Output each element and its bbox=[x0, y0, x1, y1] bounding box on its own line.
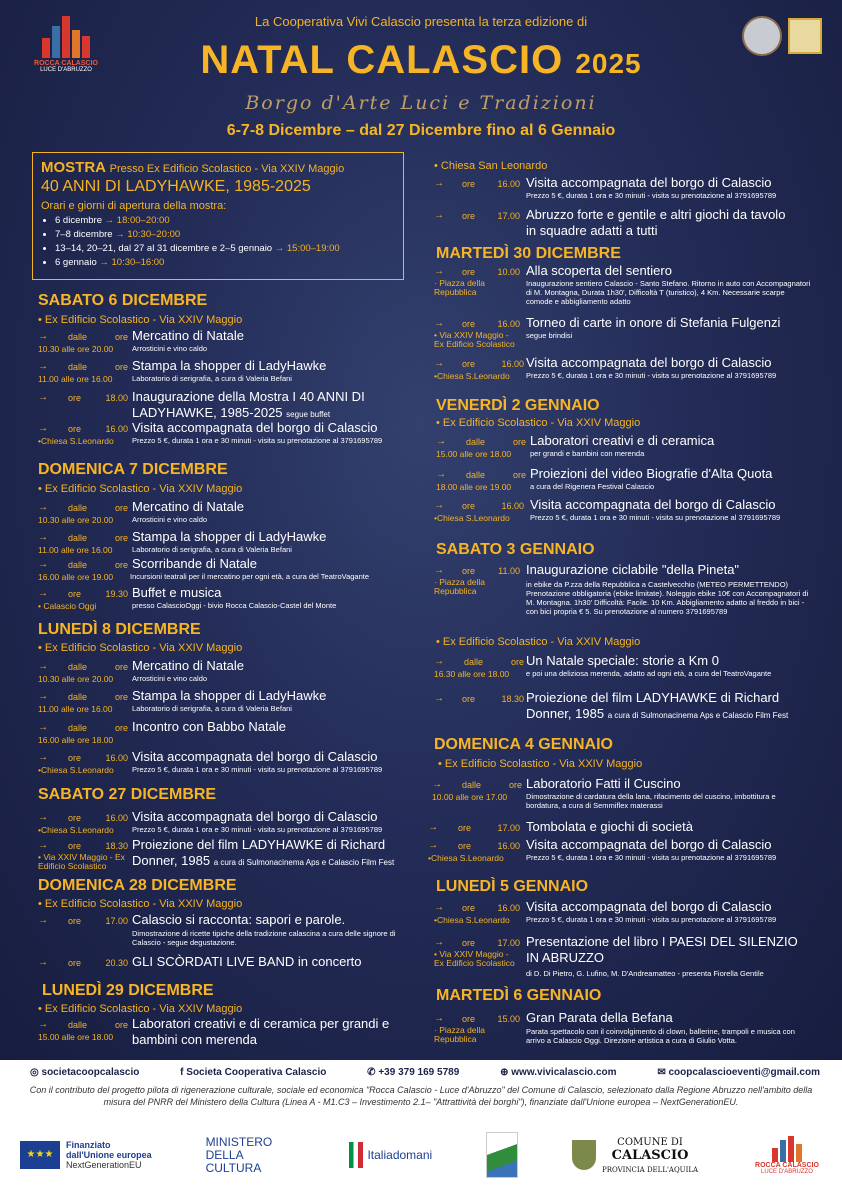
event: Incontro con Babbo Natale bbox=[132, 719, 286, 734]
event: Proiezione del film LADYHAWKE di Richard Donner, 1985 a cura di Sulmonacinema Aps e Calascio Film Fest bbox=[526, 690, 789, 721]
regione-abruzzo-icon bbox=[486, 1132, 518, 1178]
event-time: → ore 15.00 · Piazza della Repubblica bbox=[434, 1013, 520, 1044]
day-heading: MARTEDÌ 6 GENNAIO bbox=[436, 987, 602, 1004]
comune-crest-icon bbox=[572, 1140, 596, 1170]
page-title: NATAL CALASCIO 2025 bbox=[200, 38, 642, 82]
event-time: → ore 18.30 • Via XXIV Maggio - Ex Edificio Scolastico bbox=[38, 840, 128, 871]
event-time: → ore 16.00 • Via XXIV Maggio - Ex Edificio Scolastico bbox=[434, 318, 520, 349]
event-dates: 6-7-8 Dicembre – dal 27 Dicembre fino al 6 Gennaio bbox=[226, 122, 616, 139]
event: Buffet e musica presso CalascioOggi - bivio Rocca Calascio-Castel del Monte bbox=[132, 585, 337, 610]
exhibition-box: MOSTRA Presso Ex Edificio Scolastico - Via XXIV Maggio 40 ANNI DI LADYHAWKE, 1985-2025 Orari e giorni di apertura della mostra: • 6 dicembre → 18:00–20:00 • 7–8 dicembre → 10:30–20:00 • 13–14, 20–21, dal 27 al 31 dicembre e 2–5 gennaio → 15:00–19:00 • 6 gennaio → 10:30–16:00 bbox=[32, 152, 404, 280]
rocca-calascio-logo: ROCCA CALASCIO LUCE D'ABRUZZO bbox=[28, 16, 104, 73]
italiadomani-logo: Italiadomani bbox=[349, 1142, 432, 1168]
event: Visita accompagnata del borgo di Calascio Prezzo 5 €, durata 1 ora e 30 minuti - visita su prenotazione al 3791695789 bbox=[526, 355, 777, 380]
event: Presentazione del libro I PAESI DEL SILENZIO IN ABRUZZO di D. Di Pietro, G. Lufino, M. D'Andreamatteo - presenta Fiorella Gentile bbox=[526, 934, 798, 978]
comune-logo: COMUNE DI CALASCIO PROVINCIA DELL'AQUILA bbox=[572, 1134, 698, 1176]
event: Visita accompagnata del borgo di Calascio Prezzo 5 €, durata 1 ora e 30 minuti - visita su prenotazione al 3791695789 bbox=[530, 497, 781, 522]
exhibition-hours: • 6 dicembre → 18:00–20:00 • 7–8 dicembre → 10:30–20:00 • 13–14, 20–21, dal 27 al 31 dicembre e 2–5 gennaio → 15:00–19:00 • 6 gennaio → 10:30–16:00 bbox=[41, 214, 395, 270]
day-heading: SABATO 27 DICEMBRE bbox=[38, 786, 217, 803]
event-time: → ore 16.00 •Chiesa S.Leonardo bbox=[428, 840, 520, 863]
day-heading: LUNEDÌ 5 GENNAIO bbox=[436, 878, 589, 895]
location: • Ex Edificio Scolastico - Via XXIV Maggio bbox=[38, 642, 243, 654]
event: Proiezioni del video Biografie d'Alta Quota a cura del Rigenera Festival Calascio bbox=[530, 466, 773, 491]
event: Visita accompagnata del borgo di Calascio Prezzo 5 €, durata 1 ora e 30 minuti - visita su prenotazione al 3791695789 bbox=[526, 899, 777, 924]
location: • Chiesa San Leonardo bbox=[434, 160, 548, 172]
day-heading: DOMENICA 7 DICEMBRE bbox=[38, 461, 228, 478]
event: Scorribande di Natale Incursioni teatrali per il mercatino per ogni età, a cura del TeatroVagante bbox=[130, 556, 370, 581]
event-time: → ore 17.00 bbox=[38, 915, 128, 926]
event-time: → ore 16.00 •Chiesa S.Leonardo bbox=[434, 358, 524, 381]
event-time: → dalle ore 10.30 alle ore 20.00 bbox=[38, 502, 128, 525]
event: Mercatino di Natale Arrosticini e vino caldo bbox=[132, 658, 244, 683]
location: • Ex Edificio Scolastico - Via XXIV Maggio bbox=[436, 417, 641, 429]
eu-flag-icon: ★★★ bbox=[20, 1141, 60, 1169]
day-heading: LUNEDÌ 29 DICEMBRE bbox=[42, 982, 214, 999]
location: • Ex Edificio Scolastico - Via XXIV Maggio bbox=[436, 636, 641, 648]
event: Stampa la shopper di LadyHawke Laboratorio di serigrafia, a cura di Valeria Befani bbox=[132, 688, 327, 713]
event-time: → dalle ore 18.00 alle ore 19.00 bbox=[436, 469, 526, 492]
ministero-logo: MINISTERO DELLA CULTURA bbox=[205, 1134, 273, 1175]
event-time: → dalle ore 11.00 alle ore 16.00 bbox=[38, 532, 128, 555]
event: Un Natale speciale: storie a Km 0 e poi una deliziosa merenda, adatto ad ogni età, a cura del TeatroVagante bbox=[526, 653, 772, 678]
day-heading: LUNEDÌ 8 DICEMBRE bbox=[38, 621, 201, 638]
event: Laboratori creativi e di ceramica per grandi e bambini con merenda bbox=[530, 433, 715, 458]
event-time: → dalle ore 15.00 alle ore 18.00 bbox=[38, 1019, 128, 1042]
event-time: → dalle ore 16.00 alle ore 18.00 bbox=[38, 722, 128, 745]
eu-logo: ★★★ Finanziato dall'Unione europea NextGenerationEU bbox=[20, 1140, 152, 1170]
italy-flag-icon bbox=[349, 1142, 363, 1168]
event: Inaugurazione della Mostra I 40 ANNI DI LADYHAWKE, 1985-2025 segue buffet bbox=[132, 389, 365, 420]
event-time: → dalle ore 11.00 alle ore 16.00 bbox=[38, 361, 128, 384]
location: • Ex Edificio Scolastico - Via XXIV Maggio bbox=[38, 314, 243, 326]
subtitle: Borgo d'Arte Luci e Tradizioni bbox=[245, 92, 597, 114]
event-time: → ore 16.00 •Chiesa S.Leonardo bbox=[38, 423, 128, 446]
event: Laboratori creativi e di ceramica per grandi e bambini con merenda bbox=[132, 1016, 390, 1047]
website-link[interactable]: ⊕ www.vivicalascio.com bbox=[500, 1066, 617, 1078]
event-time: → ore 20.30 bbox=[38, 957, 128, 968]
contacts-bar bbox=[30, 1062, 820, 1082]
instagram-link[interactable]: ◎ societacoopcalascio bbox=[30, 1066, 140, 1078]
event-time: → dalle ore 10.00 alle ore 17.00 bbox=[432, 779, 522, 802]
event: Alla scoperta del sentiero Inaugurazione sentiero Calascio - Santo Stefano. Ritorno in auto con Accompagnatori di M. Montagna, Durata 1h30', Difficoltà T (turistico), 4 Km. Necessarie scarpe comode e abbigliamento adatto bbox=[526, 263, 811, 306]
event-time: → ore 16.00 •Chiesa S.Leonardo bbox=[38, 812, 128, 835]
email-link[interactable]: ✉ coopcalascioeventi@gmail.com bbox=[657, 1066, 820, 1078]
day-heading: SABATO 3 GENNAIO bbox=[436, 541, 595, 558]
location: • Ex Edificio Scolastico - Via XXIV Maggio bbox=[38, 898, 243, 910]
whatsapp-link[interactable]: ✆ +39 379 169 5789 bbox=[367, 1066, 460, 1078]
event-time: → ore 18.30 bbox=[434, 693, 524, 704]
day-heading: VENERDÌ 2 GENNAIO bbox=[436, 397, 600, 414]
event-time: → dalle ore 10.30 alle ore 20.00 bbox=[38, 331, 128, 354]
location: • Ex Edificio Scolastico - Via XXIV Maggio bbox=[438, 758, 643, 770]
event: Visita accompagnata del borgo di Calascio Prezzo 5 €, durata 1 ora e 30 minuti - visita su prenotazione al 3791695789 bbox=[132, 420, 383, 445]
event: Tombolata e giochi di società bbox=[526, 819, 693, 834]
day-heading: SABATO 6 DICEMBRE bbox=[38, 292, 208, 309]
event-time: → ore 11.00 · Piazza della Repubblica bbox=[434, 565, 520, 596]
event: Calascio si racconta: sapori e parole. Dimostrazione di ricette tipiche della tradizione calascina a cura delle signore di Calascio - segue degustazione. bbox=[132, 912, 396, 947]
event: Mercatino di Natale Arrosticini e vino caldo bbox=[132, 328, 244, 353]
sponsor-logos bbox=[20, 1130, 822, 1180]
event-time: → ore 16.00 •Chiesa S.Leonardo bbox=[434, 500, 524, 523]
event-time: → ore 17.00 bbox=[434, 210, 520, 221]
event-time: → dalle ore 16.00 alle ore 19.00 bbox=[38, 559, 128, 582]
day-heading: DOMENICA 28 DICEMBRE bbox=[38, 877, 237, 894]
event: Gran Parata della Befana Parata spettacolo con il coinvolgimento di clown, ballerine, trampoli e musica con arrivo a Calascio Oggi. Direzione artistica a cura di Giulio Votta. bbox=[526, 1010, 795, 1045]
event-time: → ore 18.00 bbox=[38, 392, 128, 403]
location: • Ex Edificio Scolastico - Via XXIV Maggio bbox=[38, 483, 243, 495]
event-time: → dalle ore 10.30 alle ore 20.00 bbox=[38, 661, 128, 684]
event: Visita accompagnata del borgo di Calascio Prezzo 5 €, durata 1 ora e 30 minuti - visita su prenotazione al 3791695789 bbox=[132, 749, 383, 774]
event: Visita accompagnata del borgo di Calascio Prezzo 5 €, durata 1 ora e 30 minuti - visita su prenotazione al 3791695789 bbox=[526, 837, 777, 862]
event: Visita accompagnata del borgo di Calascio Prezzo 5 €, durata 1 ora e 30 minuti - visita su prenotazione al 3791695789 bbox=[132, 809, 383, 834]
event-time: → dalle ore 16.30 alle ore 18.00 bbox=[434, 656, 524, 679]
event-time: → dalle ore 15.00 alle ore 18.00 bbox=[436, 436, 526, 459]
facebook-link[interactable]: f Societa Cooperativa Calascio bbox=[180, 1066, 327, 1078]
event: Inaugurazione ciclabile "della Pineta" in ebike da P.zza della Repubblica a Castelvecchio (METEO PERMETTENDO) Prenotazione obbligatoria (ebike limitate). Noleggio ebike 10€ con Accompagnatori di M. Montagna. 1h30' Difficoltà: Facile. 10 Km. Abbigliamento adatto al freddo in bici - con bici propria € 5. Su prenotazione al numero 3791695789 bbox=[526, 562, 809, 616]
event: GLI SCÒRDATI LIVE BAND in concerto bbox=[132, 954, 362, 969]
event: Abruzzo forte e gentile e altri giochi da tavolo in squadre adatti a tutti bbox=[526, 207, 786, 238]
event-time: → ore 16.00 •Chiesa S.Leonardo bbox=[434, 902, 520, 925]
credits-text: Con il contributo del progetto pilota di rigenerazione culturale, sociale ed economica "Rocca Calascio - Luce d'Abruzzo" del Comune di Calascio, selezionato dalla Regione Abruzzo nell'ambito della misura del PNRR del Ministero della Cultura (Linea A - M1.C3 – Investimento 2.1– "Attrattività dei borghi"), finanziate dall'Unione europea – NextGenerationEU. bbox=[29, 1085, 813, 1107]
rocca-logo-footer: ROCCA CALASCIO LUCE D'ABRUZZO bbox=[752, 1136, 822, 1175]
day-heading: DOMENICA 4 GENNAIO bbox=[434, 736, 613, 753]
presents-line: La Cooperativa Vivi Calascio presenta la terza edizione di bbox=[254, 14, 588, 29]
day-heading: MARTEDÌ 30 DICEMBRE bbox=[436, 245, 621, 262]
event: Stampa la shopper di LadyHawke Laboratorio di serigrafia, a cura di Valeria Befani bbox=[132, 358, 327, 383]
event-time: → ore 16.00 •Chiesa S.Leonardo bbox=[38, 752, 128, 775]
event-time: → ore 17.00 • Via XXIV Maggio - Ex Edificio Scolastico bbox=[434, 937, 520, 968]
event: Mercatino di Natale Arrosticini e vino caldo bbox=[132, 499, 244, 524]
event: Torneo di carte in onore di Stefania Fulgenzi segue brindisi bbox=[526, 315, 781, 340]
event-time: → ore 19.30 • Calascio Oggi bbox=[38, 588, 128, 611]
event: Visita accompagnata del borgo di Calascio Prezzo 5 €, durata 1 ora e 30 minuti - visita su prenotazione al 3791695789 bbox=[526, 175, 777, 200]
event-time: → dalle ore 11.00 alle ore 16.00 bbox=[38, 691, 128, 714]
event: Proiezione del film LADYHAWKE di Richard Donner, 1985 a cura di Sulmonacinema Aps e Calascio Film Fest bbox=[132, 837, 395, 868]
event-time: → ore 10.00 · Piazza della Repubblica bbox=[434, 266, 520, 297]
event-time: → ore 16.00 bbox=[434, 178, 520, 189]
event: Laboratorio Fatti il Cuscino Dimostrazione di cardatura della lana, rifacimento del cuscino, imbottitura e bordatura, a cura di Semmiflex materassi bbox=[526, 776, 776, 810]
event-time: → ore 17.00 bbox=[428, 822, 520, 833]
location: • Ex Edificio Scolastico - Via XXIV Maggio bbox=[38, 1003, 243, 1015]
event: Stampa la shopper di LadyHawke Laboratorio di serigrafia, a cura di Valeria Befani bbox=[132, 529, 327, 554]
